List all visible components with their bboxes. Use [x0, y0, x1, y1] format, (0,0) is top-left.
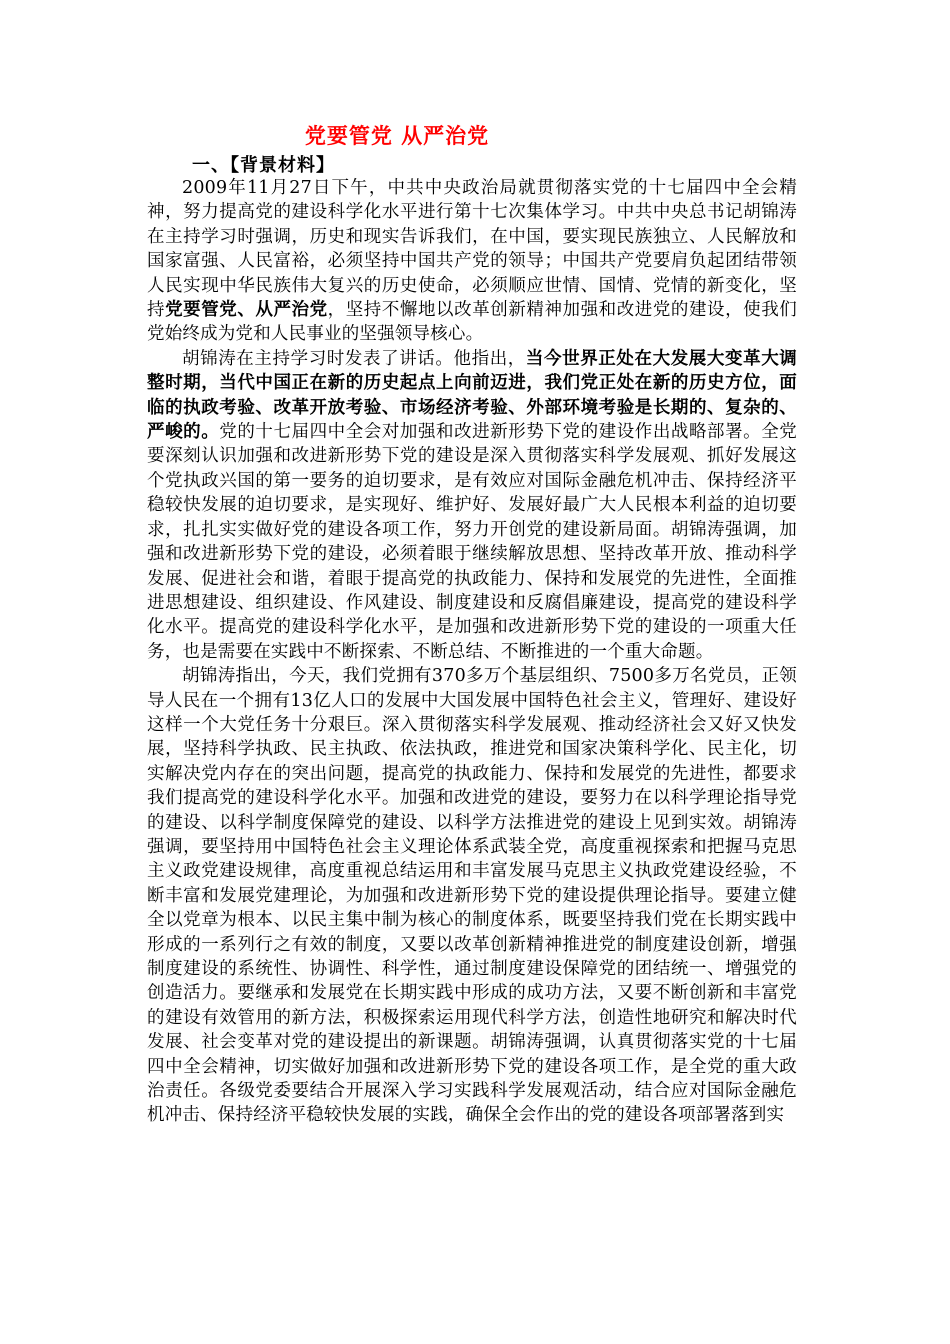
paragraph-text: 胡锦涛在主持学习时发表了讲话。他指出，: [182, 348, 526, 369]
paragraph-text: 党的十七届四中全会对加强和改进新形势下党的建设作出战略部署。全党要深刻认识加强和改进新形势下党的建设是深入贯彻落实科学发展观、抓好发展这个党执政兴国的第一要务的迫切要求，是有效应对国际金融危机冲击、保持经济平稳较快发展的迫切要求，是实现好、维护好、发展好最广大人民根本利益的迫切要求，扎扎实实做好党的建设各项工作，努力开创党的建设新局面。胡锦涛强调，加强和改进新形势下党的建设，必须着眼于继续解放思想、坚持改革开放、推动科学发展、促进社会和谐，着眼于提高党的执政能力、保持和发展党的先进性，全面推进思想建设、组织建设、作风建设、制度建设和反腐倡廉建设，提高党的建设科学化水平。提高党的建设科学化水平，是加强和改进新形势下党的建设的一项重大任务，也是需要在实践中不断探索、不断总结、不断推进的一个重大命题。: [147, 422, 797, 662]
document-title-text: 党要管党 从严治党: [304, 124, 490, 148]
paragraph: [147, 347, 797, 664]
paragraph: [147, 664, 797, 1128]
paragraph-text: 胡锦涛指出，今天，我们党拥有370多万个基层组织、7500多万名党员，正领导人民在一个拥有13亿人口的发展中大国发展中国特色社会主义，管理好、建设好这样一个大党任务十分艰巨。深入贯彻落实科学发展观、推动经济社会又好又快发展，坚持科学执政、民主执政、依法执政，推进党和国家决策科学化、民主化，切实解决党内存在的突出问题，提高党的执政能力、保持和发展党的先进性，都要求我们提高党的建设科学化水平。加强和改进党的建设，要努力在以科学理论指导党的建设、以科学制度保障党的建设、以科学方法推进党的建设上见到实效。胡锦涛强调，要坚持用中国特色社会主义理论体系武装全党，高度重视探索和把握马克思主义政党建设规律，高度重视总结运用和丰富发展马克思主义执政党建设经验，不断丰富和发展党建理论，为加强和改进新形势下党的建设提供理论指导。要建立健全以党章为根本、以民主集中制为核心的制度体系，既要坚持我们党在长期实践中形成的一系列行之有效的制度，又要以改革创新精神推进党的制度建设创新，增强制度建设的系统性、协调性、科学性，通过制度建设保障党的团结统一、增强党的创造活力。要继承和发展党在长期实践中形成的成功方法，又要不断创新和丰富党的建设有效管用的新方法，积极探索运用现代科学方法，创造性地研究和解决时代发展、社会变革对党的建设提出的新课题。胡锦涛强调，认真贯彻落实党的十七届四中全会精神，切实做好加强和改进新形势下党的建设各项工作，是全党的重大政治责任。各级党委要结合开展深入学习实践科学发展观活动，结合应对国际金融危机冲击、保持经济平稳较快发展的实践，确保全会作出的党的建设各项部署落到实: [147, 666, 797, 1126]
paragraph: [147, 176, 797, 347]
document-body: [147, 176, 797, 1128]
bold-text: 当今世界正处在大发展大变革大调整时期，当代中国正在新的历史起点上向前迈进，我们党正处在新的历史方位，面临的执政考验、改革开放考验、市场经济考验、外部环境考验是长期的、复杂的、严峻的。: [147, 348, 797, 443]
section-heading: 一、【背景材料】: [192, 155, 335, 176]
document-title: [0, 120, 950, 150]
bold-text: 党要管党、从严治党: [165, 300, 328, 321]
paragraph-text: 2009年11月27日下午，中共中央政治局就贯彻落实党的十七届四中全会精神，努力提高党的建设科学化水平进行第十七次集体学习。中共中央总书记胡锦涛在主持学习时强调，历史和现实告诉我们，在中国，要实现民族独立、人民解放和国家富强、人民富裕，必须坚持中国共产党的领导；中国共产党要肩负起团结带领人民实现中华民族伟大复兴的历史使命，必须顺应世情、国情、党情的新变化，坚持: [147, 178, 797, 321]
paragraph-text: ，坚持不懈地以改革创新精神加强和改进党的建设，使我们党始终成为党和人民事业的坚强领导核心。: [147, 300, 797, 345]
